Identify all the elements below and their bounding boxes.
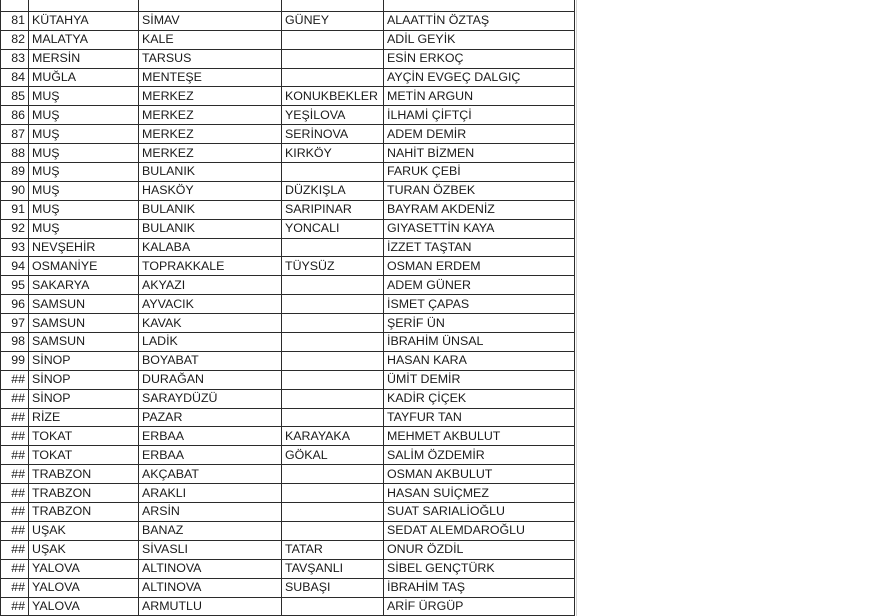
cell-province[interactable]: SİNOP bbox=[29, 370, 139, 389]
cell-village[interactable]: DÜZKIŞLA bbox=[282, 181, 384, 200]
cell-district[interactable]: AKÇABAT bbox=[139, 465, 282, 484]
cell-province[interactable]: MUŞ bbox=[29, 125, 139, 144]
cell-name[interactable] bbox=[384, 0, 575, 11]
cell-no[interactable]: 92 bbox=[1, 219, 29, 238]
cell-name[interactable]: İLHAMİ ÇİFTÇİ bbox=[384, 106, 575, 125]
table-row bbox=[1, 389, 575, 408]
cell-village[interactable]: TAVŞANLI bbox=[282, 559, 384, 578]
cell-name[interactable]: MEHMET AKBULUT bbox=[384, 427, 575, 446]
table-row bbox=[1, 597, 575, 616]
cell-no[interactable]: 84 bbox=[1, 68, 29, 87]
cell-name[interactable]: İSMET ÇAPAS bbox=[384, 295, 575, 314]
cell-village[interactable]: SUBAŞI bbox=[282, 578, 384, 597]
cell-village[interactable] bbox=[282, 389, 384, 408]
cell-name[interactable]: KADİR ÇİÇEK bbox=[384, 389, 575, 408]
cell-no[interactable]: 83 bbox=[1, 49, 29, 68]
cell-village[interactable] bbox=[282, 49, 384, 68]
table-row bbox=[1, 446, 575, 465]
cell-no[interactable]: ## bbox=[1, 578, 29, 597]
cell-name[interactable]: METİN ARGUN bbox=[384, 87, 575, 106]
cell-province[interactable]: MUŞ bbox=[29, 106, 139, 125]
cell-province[interactable]: YALOVA bbox=[29, 597, 139, 616]
cell-no[interactable]: 89 bbox=[1, 163, 29, 182]
cell-village[interactable] bbox=[282, 408, 384, 427]
cell-no[interactable]: ## bbox=[1, 408, 29, 427]
table-row bbox=[1, 427, 575, 446]
cell-district[interactable]: ARMUTLU bbox=[139, 597, 282, 616]
cell-name[interactable]: BAYRAM AKDENİZ bbox=[384, 200, 575, 219]
cell-district[interactable]: SARAYDÜZÜ bbox=[139, 389, 282, 408]
cell-province[interactable]: TRABZON bbox=[29, 503, 139, 522]
cell-province[interactable] bbox=[29, 0, 139, 11]
table-row bbox=[1, 0, 575, 11]
cell-district[interactable]: TOPRAKKALE bbox=[139, 257, 282, 276]
cell-village[interactable] bbox=[282, 351, 384, 370]
cell-province[interactable]: SAMSUN bbox=[29, 314, 139, 333]
cell-no[interactable]: 94 bbox=[1, 257, 29, 276]
cell-no[interactable]: ## bbox=[1, 503, 29, 522]
cell-village[interactable]: TÜYSÜZ bbox=[282, 257, 384, 276]
cell-name[interactable]: İZZET TAŞTAN bbox=[384, 238, 575, 257]
cell-name[interactable]: NAHİT BİZMEN bbox=[384, 144, 575, 163]
cell-village[interactable]: GÜNEY bbox=[282, 11, 384, 30]
table-row bbox=[1, 540, 575, 559]
cell-province[interactable]: MUĞLA bbox=[29, 68, 139, 87]
cell-province[interactable]: NEVŞEHİR bbox=[29, 238, 139, 257]
cell-district[interactable]: DURAĞAN bbox=[139, 370, 282, 389]
cell-district[interactable]: ARSİN bbox=[139, 503, 282, 522]
cell-no[interactable]: 87 bbox=[1, 125, 29, 144]
cell-name[interactable]: HASAN KARA bbox=[384, 351, 575, 370]
table-row bbox=[1, 314, 575, 333]
cell-district[interactable]: ALTINOVA bbox=[139, 559, 282, 578]
cell-district[interactable]: BOYABAT bbox=[139, 351, 282, 370]
cell-district[interactable]: BULANIK bbox=[139, 219, 282, 238]
cell-district[interactable]: LADİK bbox=[139, 333, 282, 352]
cell-no[interactable]: ## bbox=[1, 427, 29, 446]
table-row bbox=[1, 276, 575, 295]
cell-name[interactable]: ARİF ÜRGÜP bbox=[384, 597, 575, 616]
cell-district[interactable]: SİVASLI bbox=[139, 540, 282, 559]
cell-district[interactable]: AYVACIK bbox=[139, 295, 282, 314]
cell-no[interactable]: ## bbox=[1, 484, 29, 503]
table-row bbox=[1, 503, 575, 522]
cell-province[interactable]: UŞAK bbox=[29, 521, 139, 540]
table-row bbox=[1, 144, 575, 163]
cell-district[interactable]: KALABA bbox=[139, 238, 282, 257]
table-row bbox=[1, 370, 575, 389]
cell-village[interactable] bbox=[282, 68, 384, 87]
cell-village[interactable]: KIRKÖY bbox=[282, 144, 384, 163]
cell-no[interactable]: ## bbox=[1, 465, 29, 484]
cell-province[interactable]: YALOVA bbox=[29, 559, 139, 578]
cell-village[interactable] bbox=[282, 295, 384, 314]
cell-no[interactable]: 91 bbox=[1, 200, 29, 219]
cell-province[interactable]: YALOVA bbox=[29, 578, 139, 597]
cell-province[interactable]: SİNOP bbox=[29, 351, 139, 370]
table-row bbox=[1, 68, 575, 87]
table-row bbox=[1, 11, 575, 30]
cell-no[interactable]: 86 bbox=[1, 106, 29, 125]
cell-village[interactable] bbox=[282, 314, 384, 333]
cell-district[interactable]: MERKEZ bbox=[139, 87, 282, 106]
cell-province[interactable]: MUŞ bbox=[29, 181, 139, 200]
table-row bbox=[1, 578, 575, 597]
cell-no[interactable]: 82 bbox=[1, 30, 29, 49]
cell-province[interactable]: SAKARYA bbox=[29, 276, 139, 295]
cell-district[interactable]: AKYAZI bbox=[139, 276, 282, 295]
cell-name[interactable]: İBRAHİM ÜNSAL bbox=[384, 333, 575, 352]
table-row bbox=[1, 351, 575, 370]
cell-province[interactable]: OSMANİYE bbox=[29, 257, 139, 276]
cell-province[interactable]: MUŞ bbox=[29, 200, 139, 219]
cell-province[interactable]: MERSİN bbox=[29, 49, 139, 68]
table-row bbox=[1, 181, 575, 200]
cell-district[interactable]: MERKEZ bbox=[139, 125, 282, 144]
table-row bbox=[1, 521, 575, 540]
table-row bbox=[1, 333, 575, 352]
table-row bbox=[1, 559, 575, 578]
table-row bbox=[1, 87, 575, 106]
cell-no[interactable]: ## bbox=[1, 370, 29, 389]
cell-province[interactable]: UŞAK bbox=[29, 540, 139, 559]
cell-province[interactable]: TRABZON bbox=[29, 465, 139, 484]
table-row bbox=[1, 257, 575, 276]
cell-province[interactable]: SAMSUN bbox=[29, 333, 139, 352]
cell-village[interactable]: KARAYAKA bbox=[282, 427, 384, 446]
cell-district[interactable]: ERBAA bbox=[139, 446, 282, 465]
cell-name[interactable]: ESİN ERKOÇ bbox=[384, 49, 575, 68]
cell-name[interactable]: GIYASETTİN KAYA bbox=[384, 219, 575, 238]
cell-district[interactable]: ARAKLI bbox=[139, 484, 282, 503]
cell-no[interactable]: 97 bbox=[1, 314, 29, 333]
cell-name[interactable]: TAYFUR TAN bbox=[384, 408, 575, 427]
table-row bbox=[1, 163, 575, 182]
cell-name[interactable]: OSMAN AKBULUT bbox=[384, 465, 575, 484]
cell-village[interactable] bbox=[282, 465, 384, 484]
cell-no[interactable] bbox=[1, 0, 29, 11]
table-row bbox=[1, 125, 575, 144]
cell-village[interactable]: TATAR bbox=[282, 540, 384, 559]
cell-name[interactable]: ADEM DEMİR bbox=[384, 125, 575, 144]
cell-village[interactable] bbox=[282, 521, 384, 540]
cell-district[interactable]: BULANIK bbox=[139, 163, 282, 182]
cell-district[interactable]: BULANIK bbox=[139, 200, 282, 219]
cell-district[interactable]: KAVAK bbox=[139, 314, 282, 333]
cell-province[interactable]: SAMSUN bbox=[29, 295, 139, 314]
cell-name[interactable]: SUAT SARIALİOĞLU bbox=[384, 503, 575, 522]
cell-province[interactable]: TOKAT bbox=[29, 427, 139, 446]
cell-province[interactable]: TRABZON bbox=[29, 484, 139, 503]
table-body bbox=[1, 0, 575, 616]
cell-village[interactable] bbox=[282, 484, 384, 503]
cell-no[interactable]: 95 bbox=[1, 276, 29, 295]
cell-village[interactable]: YEŞİLOVA bbox=[282, 106, 384, 125]
cell-no[interactable]: 93 bbox=[1, 238, 29, 257]
cell-village[interactable]: SARIPINAR bbox=[282, 200, 384, 219]
cell-name[interactable]: OSMAN ERDEM bbox=[384, 257, 575, 276]
cell-district[interactable]: ERBAA bbox=[139, 427, 282, 446]
cell-name[interactable]: SİBEL GENÇTÜRK bbox=[384, 559, 575, 578]
cell-district[interactable]: MERKEZ bbox=[139, 144, 282, 163]
cell-name[interactable]: SALİM ÖZDEMİR bbox=[384, 446, 575, 465]
table-row bbox=[1, 295, 575, 314]
cell-district[interactable]: ALTINOVA bbox=[139, 578, 282, 597]
table-row bbox=[1, 30, 575, 49]
cell-village[interactable] bbox=[282, 163, 384, 182]
cell-district[interactable]: TARSUS bbox=[139, 49, 282, 68]
table-row bbox=[1, 49, 575, 68]
cell-district[interactable]: KALE bbox=[139, 30, 282, 49]
cell-no[interactable]: 96 bbox=[1, 295, 29, 314]
cell-village[interactable]: KONUKBEKLER bbox=[282, 87, 384, 106]
table-row bbox=[1, 408, 575, 427]
cell-name[interactable]: ONUR ÖZDİL bbox=[384, 540, 575, 559]
cell-district[interactable] bbox=[139, 0, 282, 11]
cell-district[interactable]: BANAZ bbox=[139, 521, 282, 540]
cell-province[interactable]: KÜTAHYA bbox=[29, 11, 139, 30]
cell-province[interactable]: TOKAT bbox=[29, 446, 139, 465]
cell-village[interactable]: SERİNOVA bbox=[282, 125, 384, 144]
cell-name[interactable]: AYÇİN EVGEÇ DALGIÇ bbox=[384, 68, 575, 87]
cell-province[interactable]: MUŞ bbox=[29, 87, 139, 106]
cell-name[interactable]: FARUK ÇEBİ bbox=[384, 163, 575, 182]
cell-province[interactable]: RİZE bbox=[29, 408, 139, 427]
cell-no[interactable]: 88 bbox=[1, 144, 29, 163]
cell-province[interactable]: MUŞ bbox=[29, 163, 139, 182]
table-row bbox=[1, 238, 575, 257]
cell-village[interactable] bbox=[282, 276, 384, 295]
cell-no[interactable]: ## bbox=[1, 597, 29, 616]
cell-no[interactable]: 90 bbox=[1, 181, 29, 200]
cell-village[interactable] bbox=[282, 333, 384, 352]
table-row bbox=[1, 106, 575, 125]
cell-name[interactable]: SEDAT ALEMDAROĞLU bbox=[384, 521, 575, 540]
cell-no[interactable]: 85 bbox=[1, 87, 29, 106]
cell-no[interactable]: 98 bbox=[1, 333, 29, 352]
cell-no[interactable]: ## bbox=[1, 446, 29, 465]
cell-district[interactable]: PAZAR bbox=[139, 408, 282, 427]
cell-no[interactable]: ## bbox=[1, 540, 29, 559]
cell-province[interactable]: SİNOP bbox=[29, 389, 139, 408]
cell-district[interactable]: MERKEZ bbox=[139, 106, 282, 125]
cell-name[interactable]: ŞERİF ÜN bbox=[384, 314, 575, 333]
table-row bbox=[1, 484, 575, 503]
cell-village[interactable] bbox=[282, 238, 384, 257]
cell-no[interactable]: 99 bbox=[1, 351, 29, 370]
cell-name[interactable]: İBRAHİM TAŞ bbox=[384, 578, 575, 597]
cell-district[interactable]: SİMAV bbox=[139, 11, 282, 30]
cell-village[interactable]: YONCALI bbox=[282, 219, 384, 238]
cell-no[interactable]: ## bbox=[1, 521, 29, 540]
cell-province[interactable]: MUŞ bbox=[29, 144, 139, 163]
cell-name[interactable]: TURAN ÖZBEK bbox=[384, 181, 575, 200]
cell-village[interactable] bbox=[282, 503, 384, 522]
cell-name[interactable]: ADEM GÜNER bbox=[384, 276, 575, 295]
cell-village[interactable] bbox=[282, 370, 384, 389]
cell-no[interactable]: 81 bbox=[1, 11, 29, 30]
cell-district[interactable]: MENTEŞE bbox=[139, 68, 282, 87]
cell-province[interactable]: MUŞ bbox=[29, 219, 139, 238]
cell-name[interactable]: ÜMİT DEMİR bbox=[384, 370, 575, 389]
table-row bbox=[1, 200, 575, 219]
cell-village[interactable] bbox=[282, 597, 384, 616]
cell-no[interactable]: ## bbox=[1, 389, 29, 408]
cell-province[interactable]: MALATYA bbox=[29, 30, 139, 49]
cell-name[interactable]: ALAATTİN ÖZTAŞ bbox=[384, 11, 575, 30]
cell-village[interactable] bbox=[282, 30, 384, 49]
cell-name[interactable]: ADİL GEYİK bbox=[384, 30, 575, 49]
cell-name[interactable]: HASAN SUİÇMEZ bbox=[384, 484, 575, 503]
table-row bbox=[1, 219, 575, 238]
cell-no[interactable]: ## bbox=[1, 559, 29, 578]
cell-district[interactable]: HASKÖY bbox=[139, 181, 282, 200]
cell-village[interactable] bbox=[282, 0, 384, 11]
cell-village[interactable]: GÖKAL bbox=[282, 446, 384, 465]
table-row bbox=[1, 465, 575, 484]
